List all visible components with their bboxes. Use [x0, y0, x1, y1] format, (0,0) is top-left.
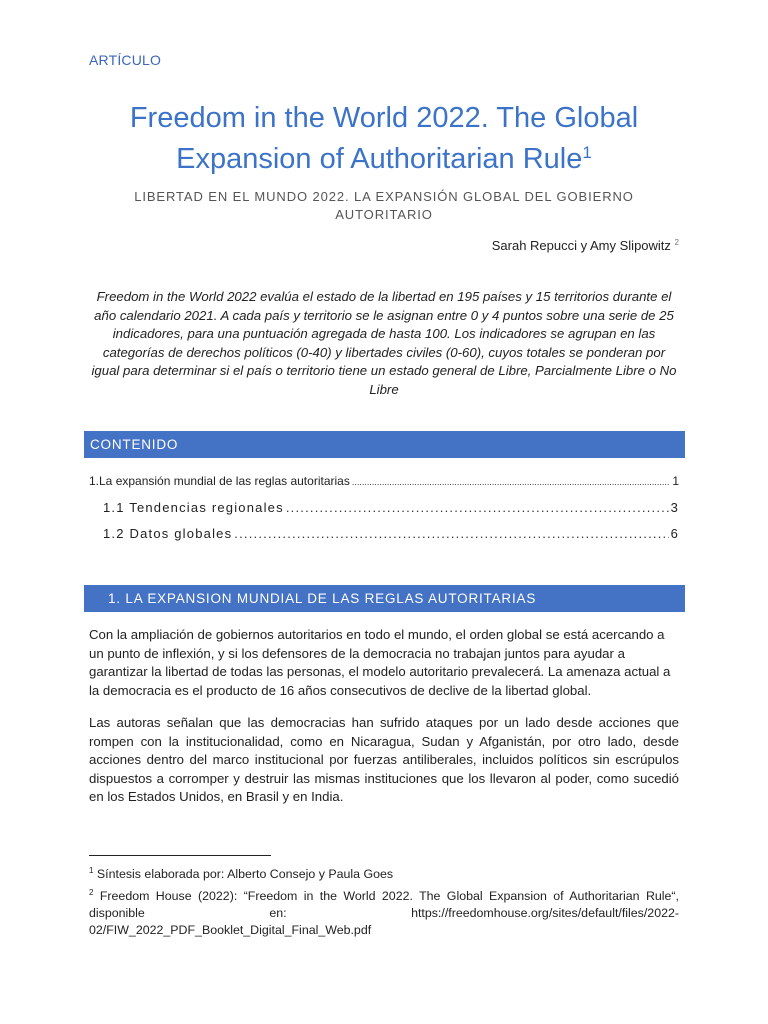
footnote-ref: 2 — [89, 888, 94, 897]
toc-leader-dots — [286, 500, 669, 515]
contents-heading: CONTENIDO — [84, 431, 685, 458]
article-title — [60, 98, 708, 180]
toc-entry-page: 1 — [672, 474, 679, 488]
abstract: Freedom in the World 2022 evalúa el estado de la libertad en 195 países y 15 territorios durante el año calendario 2021. A cada país y territorio se le asignan entre 0 y 4 puntos sobre una serie de 25 indicadores, para una puntuación agregada de hasta 100. Los indicadores se agrupan en las categorías de derechos políticos (0-40) y libertades civiles (0-60), cuyos totales se ponderan por igual para determinar si el país o territorio tiene un estado general de Libre, Parcialmente Libre o No Libre — [91, 289, 677, 397]
authors-footnote-ref[interactable]: 2 — [674, 238, 679, 247]
toc-entry-page: 3 — [670, 500, 679, 515]
article-title-text: Freedom in the World 2022. The Global Expansion of Authoritarian Rule — [129, 102, 639, 175]
article-kicker: ARTÍCULO — [89, 52, 162, 68]
toc-entry[interactable] — [89, 474, 679, 488]
authors-line — [492, 238, 679, 253]
body-paragraph: Con la ampliación de gobiernos autoritarios en todo el mundo, el orden global se está acercando a un punto de inflexión, y si los defensores de la democracia no trabajan juntos para ayudar a garantizar la libertad de todas las personas, el modelo autoritario prevalecerá. La amenaza actual a la democracia es el producto de 16 años consecutivos de declive de la libertad global. — [89, 627, 671, 698]
article-subtitle: LIBERTAD EN EL MUNDO 2022. LA EXPANSIÓN GLOBAL DEL GOBIERNO AUTORITARIO — [134, 189, 634, 222]
toc-entry-page: 6 — [670, 526, 679, 541]
footnote-text[interactable]: Freedom House (2022): “Freedom in the World 2022. The Global Expansion of Authoritarian Rule“, disponible en: https://freedomhouse.org/sites/default/files/2022-02/FIW_2022_PDF_Booklet_Digital_Final_Web.pdf — [89, 889, 679, 937]
body-paragraph: Las autoras señalan que las democracias han sufrido ataques por un lado desde acciones que rompen con la institucionalidad, como en Nicaragua, Sudan y Afganistán, por otro lado, desde acciones dentro del marco institucional por fuerzas antiliberales, incluidos políticos sin escrúpulos dispuestos a corromper y destruir las mismas instituciones que los llevaron al poder, como sucedió en los Estados Unidos, en Brasil y en India. — [89, 715, 679, 805]
authors-names: Sarah Repucci y Amy Slipowitz — [491, 238, 671, 253]
toc-entry-label: 1.La expansión mundial de las reglas autoritarias — [89, 474, 350, 488]
footnote-divider — [89, 855, 271, 856]
toc-entry[interactable] — [103, 526, 679, 541]
toc-entry-label: 1.1 Tendencias regionales — [103, 500, 284, 515]
toc-leader-dots — [352, 477, 670, 487]
toc-entry[interactable] — [103, 500, 679, 515]
toc-entry-label: 1.2 Datos globales — [103, 526, 233, 541]
footnote-ref: 1 — [89, 866, 94, 875]
footnote — [89, 866, 679, 883]
section-heading: 1. LA EXPANSION MUNDIAL DE LAS REGLAS AUTORITARIAS — [84, 585, 685, 612]
title-footnote-ref[interactable]: 1 — [582, 143, 592, 162]
toc-leader-dots — [234, 526, 668, 541]
footnote — [89, 888, 679, 939]
footnote-text: Síntesis elaborada por: Alberto Consejo y Paula Goes — [96, 867, 394, 881]
